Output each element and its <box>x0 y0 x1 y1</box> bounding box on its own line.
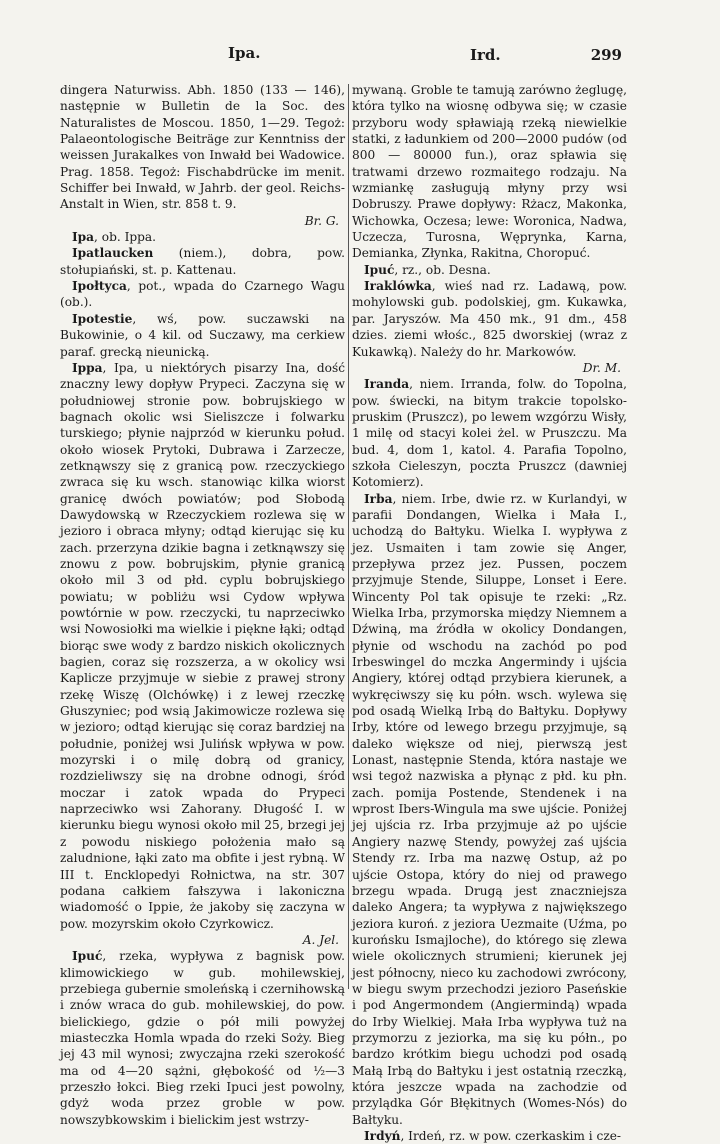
dictionary-entry <box>60 229 345 245</box>
entry-headword: Iranda <box>364 377 410 392</box>
entry-text: , Irdeń, rz. w pow. czerkaskim i cze- <box>400 1129 622 1143</box>
entry-text: (niem.), dobra, pow. stołupiański, st. p. Kattenau. <box>60 246 345 277</box>
right-column <box>352 82 627 1143</box>
dictionary-entry <box>60 360 345 948</box>
entry-headword: Irba <box>364 491 393 506</box>
entry-text: dingera Naturwiss. Abh. 1850 (133 — 146), następnie w Bulletin de la Soc. des Naturalistes de Moscou. 1850, 1—29. Tegoż: Palaeontologische Beiträge zur Kenntniss der weissen Jurakalkes von Inwałd bei Wadowice. Prag. 1858. Tegoż: Fischabdrücke im menit. Schiffer bei Inwałd, w Jahrb. der geol. Reichs-Anstalt in Wien, str. 858 t. 9. <box>60 83 345 212</box>
header-right-word: Ird. <box>470 46 501 64</box>
dictionary-entry <box>352 491 627 1128</box>
dictionary-entry <box>352 262 627 278</box>
entry-text: , rz., ob. Desna. <box>394 262 491 277</box>
entry-headword: Ipuć <box>364 262 395 277</box>
entry-headword: Ipotestie <box>72 311 133 326</box>
entry-text: , Ipa, u niektórych pisarzy Ina, dość znaczny lewy dopływ Prypeci. Zaczyna się w południowej stronie pow. bobrujskiego w bagnach okolic wsi Sieliszcze i folwarku turskiego; płynie najprzód w kierunku połud. około wiosek Prytoki, Dubrawa i Zarzecze, zetknąwszy się z granicą pow. rzeczyckiego zwraca się ku wsch. stanowiąc kilka wiorst granicę dwóch powiatów; pod Słobodą Dawydowską w Rzeczyckiem rozlewa się w jezioro i obraca młyny; odtąd kierując się ku zach. przerzyna dzikie bagna i zetknąwszy się znowu z pow. bobrujskim, płynie granicą około mil 3 od płd. cyplu bobrujskiego powiatu; w pobliżu wsi Cydow wpływa powtórnie w pow. rzeczycki, tu naprzeciwko wsi Nowosiołki ma wielkie i piękne łąki; odtąd biorąc swe wody z bardzo niskich okolicznych bagien, coraz się rozszerza, a w okolicy wsi Kaplicze przyjmuje w siebie z prawej strony rzekę Wiszę (Olchówkę) i z lewej rzeczkę Głuszyniec; pod wsią Jakimowicze rozlewa się w jezioro; odtąd kierując się coraz bardziej na południe, poniżej wsi Julińsk wpływa w pow. mozyrski i o milę dobrą od granicy, rozdzieliwszy się na drobne odnogi, śród moczar i zatok wpada do Prypeci naprzeciwko wsi Zahorany. Długość I. w kierunku biegu wynosi około mil 25, brzegi jej z powodu niskiego położenia mało są zaludnione, łąki zato ma obfite i jest rybną. W III t. Encklopedyi Rołnictwa, na str. 307 podana całkiem fałszywa i lakoniczna wiadomość o Ippie, że jakoby się zaczyna w pow. mozyrskim około Czyrkowicz. <box>60 360 345 931</box>
author-signature: A. Jel. <box>302 932 339 947</box>
entry-text: , niem. Irbe, dwie rz. w Kurlandyi, w parafii Dondangen, Wielka i Mała I., uchodzą do Bałtyku. Wielka I. wypływa z jez. Usmaiten i tam zowie się Anger, przepływa przez jez. Pussen, poczem przyjmuje Stende, Siluppe, Lonset i Eere. Wincenty Pol tak opisuje te rzeki: „Rz. Wielka Irba, przymorska między Niemnem a Dźwiną, ma źródła w okolicy Dondangen, płynie od wschodu na zachód po pod Irbeswingel do mczka Angermindy i ujścia Angiery, której odtąd przybiera kierunek, a wykręciwszy się ku półn. wsch. wylewa się pod osadą Wielką Irbą do Bałtyku. Dopływy Irby, które od lewego brzegu przyjmuje, są daleko większe od niej, pierwszą jest Lonast, następnie Stenda, która nastaje we wsi tegoż nazwiska a płynąc z płd. ku płn. zach. pomija Postende, Stendenek i na wprost Ibers-Wingula ma swe ujście. Poniżej jej ujścia rz. Irba przyjmuje aż po ujście Angiery nazwę Stendy, powyżej zaś ujścia Stendy rz. Irba ma nazwę Ostup, aż po ujście Ostopa, który do niej od prawego brzegu wpada. Drugą jest znaczniejsza daleko Angera; ta wypływa z największego jeziora kuroń. z jeziora Uezmaite (Uźma, po kurońsku Ismajloche), do którego się zlewa wiele okolicznych strumieni; kierunek jej jest północny, nieco ku zachodowi zwrócony, w biegu swym przechodzi jezioro Paseńskie i pod Angermondem (Angiermindą) wpada do Irby Wielkiej. Mała Irba wypływa tuż na przymorzu z jeziorka, ma się ku półn., po bardzo krótkim biegu uchodzi pod osadą Małą Irbą do Bałtyku i jest ostatnią rzeczką, która jeszcze wpada na zachodzie od przylądka Gór Błękitnych (Womes-Nós) do Bałtyku. <box>352 491 627 1127</box>
entry-text: , wieś nad rz. Ladawą, pow. mohylowski gub. podolskiej, gm. Kukawka, par. Jaryszów. Ma 450 mk., 91 dm., 458 dzies. ziemi włośc., 825 dworskiej (wraz z Kukawką). Należy do hr. Markowów. <box>352 279 627 359</box>
entry-headword: Ippa <box>72 360 103 375</box>
entry-text: , rzeka, wypływa z bagnisk pow. klimowickiego w gub. mohilewskiej, przebiega gubernie smoleńską i czernihowską i znów wraca do gub. mohilewskiej, do pow. bielickiego, gdzie o pół mili powyżej miasteczka Homla wpada do rzeki Soży. Bieg jej 43 mil wynosi; zwyczajna rzeki szerokość ma od 4—20 sążni, głębokość od ½—3 przeszło łokci. Bieg rzeki Ipuci jest powolny, gdyż woda przez groble w pow. nowszybkowskim i bielickim jest wstrzy- <box>60 949 345 1127</box>
column-divider <box>348 84 349 989</box>
author-signature: Br. G. <box>304 213 339 228</box>
dictionary-entry <box>352 1128 627 1144</box>
dictionary-entry <box>352 278 627 376</box>
author-signature: Dr. M. <box>582 360 621 375</box>
entry-headword: Irdyń <box>364 1129 401 1143</box>
entry-text: , wś, pow. suczawski na Bukowinie, o 4 kil. od Suczawy, ma cerkiew paraf. grecką nieunicką. <box>60 311 345 359</box>
dictionary-entry <box>60 311 345 360</box>
dictionary-entry <box>60 948 345 1128</box>
entry-text: , niem. Irranda, folw. do Topolna, pow. świecki, na bitym trakcie topolsko-pruskim (Pruszcz), po lewem wzgórzu Wisły, 1 milę od stacyi kolei żel. w Pruszczu. Ma bud. 4, dom 1, katol. 4. Parafia Topolno, szkoła Cieleszyn, poczta Pruszcz (dawniej Kotomierz). <box>352 377 627 490</box>
dictionary-entry <box>352 376 627 490</box>
header-left-word: Ipa. <box>228 44 261 62</box>
entry-text: , pot., wpada do Czarnego Wagu (ob.). <box>60 279 345 310</box>
entry-continuation <box>352 82 627 262</box>
left-column <box>60 82 345 1127</box>
entry-headword: Ipołtyca <box>72 279 127 294</box>
entry-headword: Ipa <box>72 230 95 245</box>
dictionary-entry <box>60 245 345 278</box>
entry-continuation <box>60 82 345 229</box>
page-number: 299 <box>590 46 622 64</box>
entry-headword: Ipuć <box>72 949 103 964</box>
entry-headword: Iraklówka <box>364 279 432 294</box>
entry-text: , ob. Ippa. <box>94 230 157 245</box>
entry-headword: Ipatlaucken <box>72 246 154 261</box>
entry-text: mywaną. Groble te tamują zarówno żeglugę, która tylko na wiosnę odbywa się; w czasie przyboru wody spławiają rzeką niewielkie statki, z ładunkiem od 200—2000 pudów (od 800 — 80000 fun.), oraz spławia się tratwami drzewo rozmaitego rodzaju. Na wzmiankę zasługują młyny przy wsi Dobruszy. Prawe dopływy: Rżacz, Makonka, Wichowka, Oczesa; lewe: Woronica, Nadwa, Uczecza, Turosna, Węprynka, Karna, Demianka, Złynka, Rakitna, Choropuć. <box>352 83 627 261</box>
running-header <box>60 44 620 66</box>
dictionary-entry <box>60 278 345 311</box>
